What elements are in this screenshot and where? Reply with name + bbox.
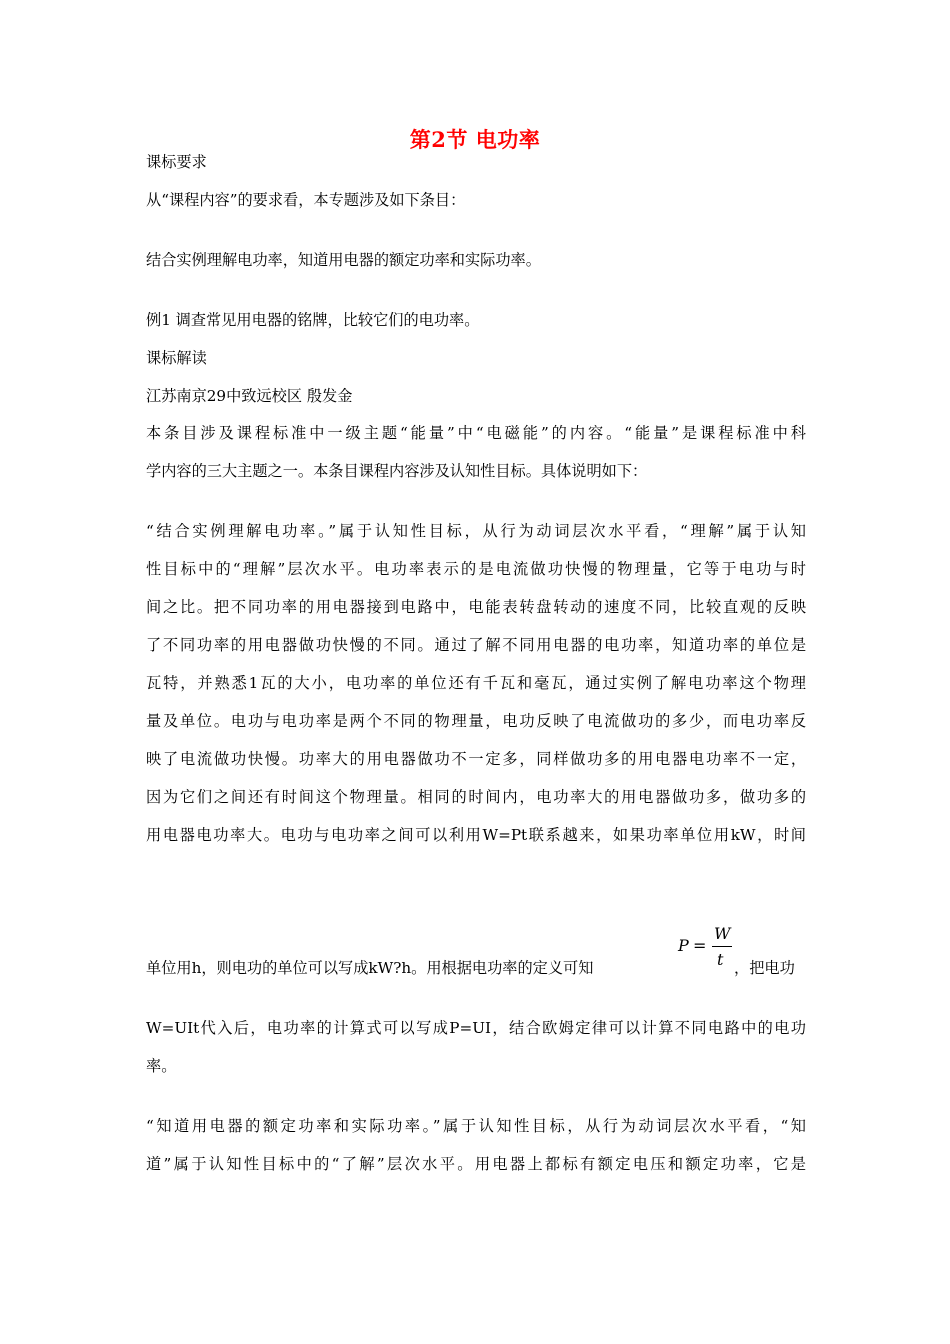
paragraph-line: 用电器电功率大。电功与电功率之间可以利用W=Pt联系越来，如果功率单位用kW，时间 [146,826,806,844]
paragraph-line: 率。 [146,1057,177,1075]
paragraph-line: 结合实例理解电功率，知道用电器的额定功率和实际功率。 [146,251,541,269]
paragraph-line: 间之比。把不同功率的用电器接到电路中，电能表转盘转动的速度不同，比较直观的反映 [146,598,806,616]
paragraph-line: 学内容的三大主题之一。本条目课程内容涉及认知性目标。具体说明如下： [146,462,648,480]
paragraph-line: 单位用h，则电功的单位可以写成kW?h。用根据电功率的定义可知 [146,959,594,977]
paragraph-line: 量及单位。电功与电功率是两个不同的物理量，电功反映了电流做功的多少，而电功率反 [146,712,806,730]
example-line: 例1 调查常见用电器的铭牌，比较它们的电功率。 [146,311,480,329]
paragraph-line: “知道用电器的额定功率和实际功率。”属于认知性目标，从行为动词层次水平看，“知 [146,1117,806,1135]
document-title: 第2节 电功率 [409,127,541,152]
paragraph-line: “结合实例理解电功率。”属于认知性目标，从行为动词层次水平看，“理解”属于认知 [146,522,806,540]
paragraph-line: 本条目涉及课程标准中一级主题“能量”中“电磁能”的内容。“能量”是课程标准中科 [146,424,806,442]
author-line: 江苏南京29中致远校区 殷发金 [146,387,353,405]
fraction-bar [712,946,732,947]
paragraph-line: 映了电流做功快慢。功率大的用电器做功不一定多，同样做功多的用电器电功率不一定， [146,750,806,768]
paragraph-line: 了不同功率的用电器做功快慢的不同。通过了解不同用电器的电功率，知道功率的单位是 [146,636,806,654]
power-formula [676,924,736,976]
formula-numerator: W [714,924,731,943]
paragraph-line: 性目标中的“理解”层次水平。电功率表示的是电流做功快慢的物理量，它等于电功与时 [146,560,806,578]
formula-equals: = [693,936,707,955]
paragraph-line: 因为它们之间还有时间这个物理量。相同的时间内，电功率大的用电器做功多，做功多的 [146,788,806,806]
section-heading-interpretation: 课标解读 [146,349,207,367]
paragraph-line: 道”属于认知性目标中的“了解”层次水平。用电器上都标有额定电压和额定功率，它是 [146,1155,806,1173]
paragraph-line: 瓦特，并熟悉1瓦的大小，电功率的单位还有千瓦和毫瓦，通过实例了解电功率这个物理 [146,674,806,692]
paragraph-line-tail: ，把电功 [734,959,795,977]
formula-lhs: P [678,936,689,955]
formula-denominator: t [717,950,724,969]
paragraph-line: W=UIt代入后，电功率的计算式可以写成P=UI，结合欧姆定律可以计算不同电路中的电功 [146,1019,806,1037]
paragraph-line: 从“课程内容”的要求看，本专题涉及如下条目： [146,191,466,209]
section-heading-requirements: 课标要求 [146,153,207,171]
